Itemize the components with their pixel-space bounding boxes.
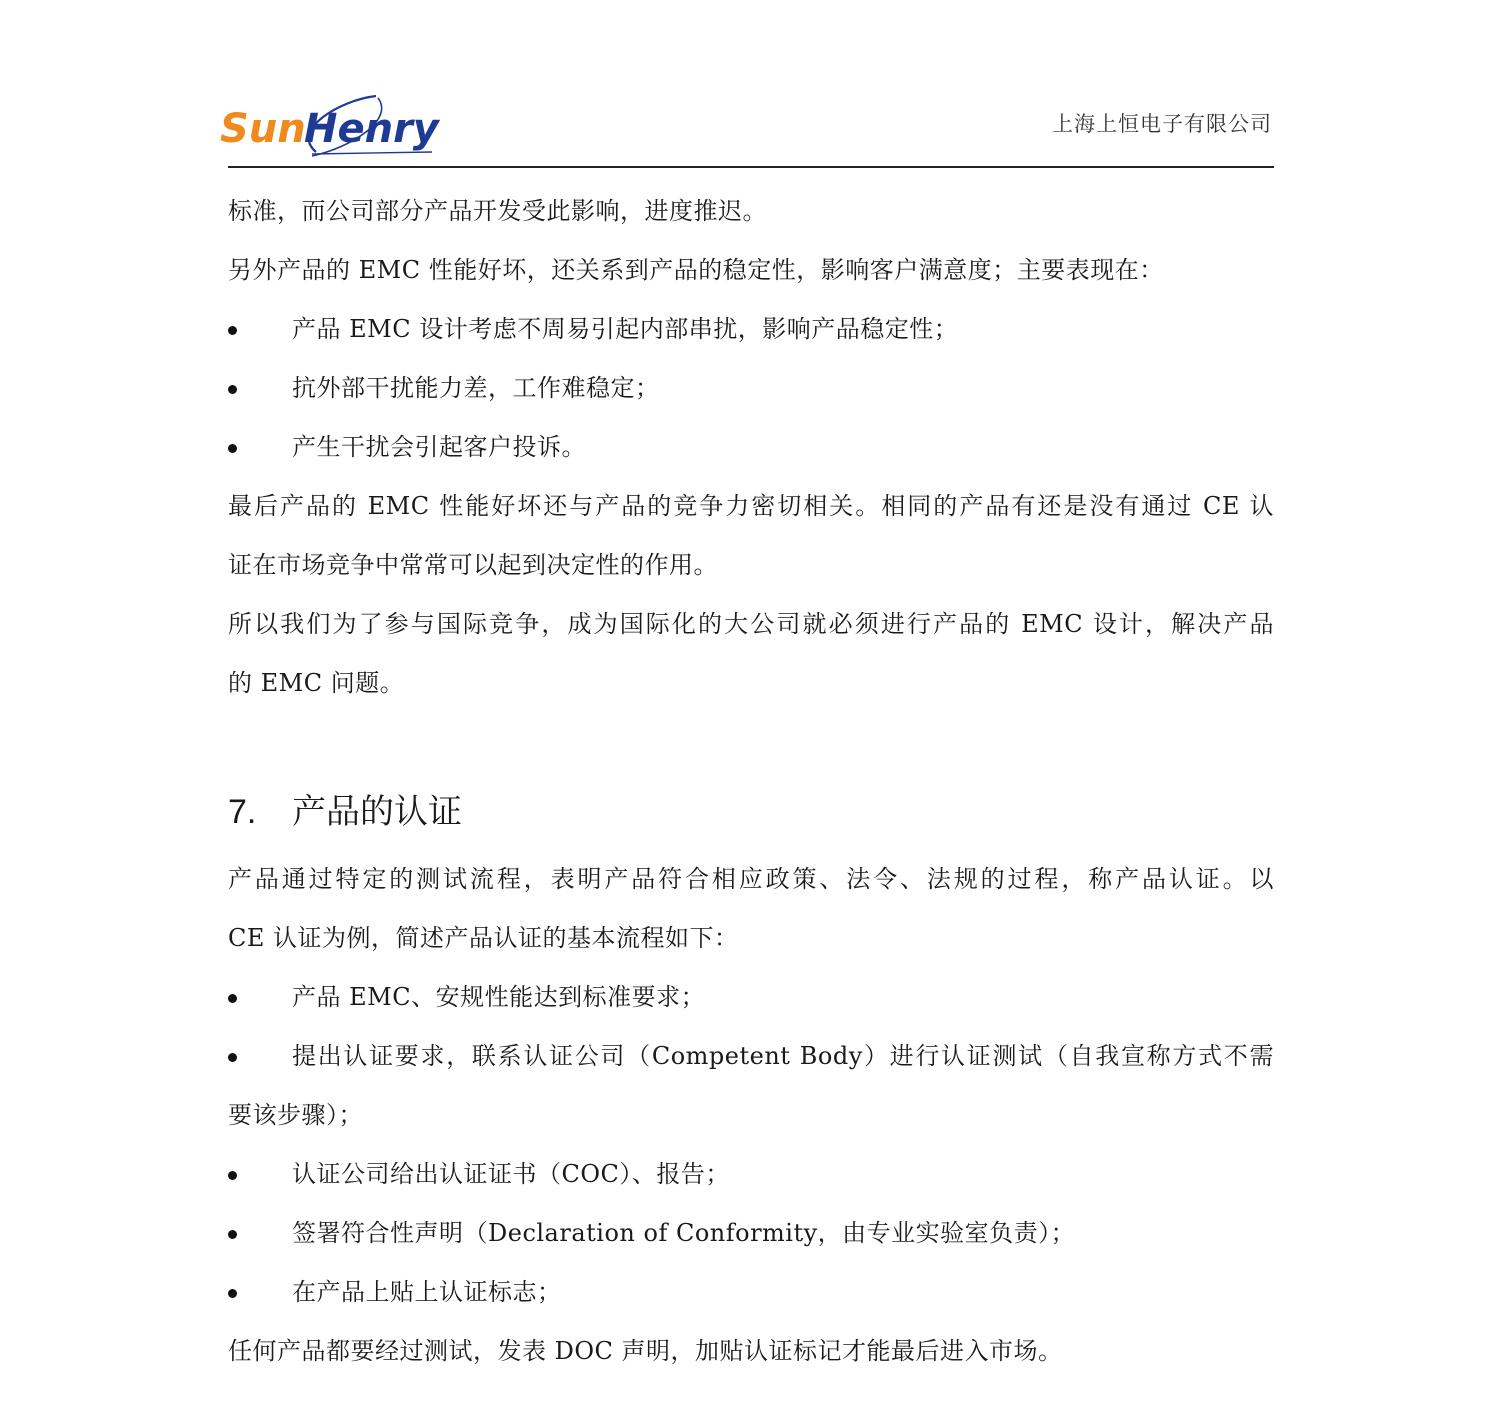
bullet-icon — [228, 1053, 237, 1062]
bullet-icon — [228, 1230, 237, 1239]
paragraph-line: 另外产品的 EMC 性能好坏，还关系到产品的稳定性，影响客户满意度；主要表现在： — [228, 256, 1164, 284]
list-item-text: 提出认证要求，联系认证公司（Competent Body）进行认证测试（自我宣称方式不需 — [292, 1042, 1274, 1070]
section-heading — [228, 792, 462, 832]
paragraph-line: 所以我们为了参与国际竞争，成为国际化的大公司就必须进行产品的 EMC 设计，解决产品 — [228, 610, 1274, 638]
list-item-text: 认证公司给出认证证书（COC）、报告； — [292, 1160, 730, 1188]
bullet-icon — [228, 1171, 237, 1180]
paragraph-line: 任何产品都要经过测试，发表 DOC 声明，加贴认证标记才能最后进入市场。 — [228, 1337, 1063, 1365]
page-header — [220, 90, 1274, 168]
paragraph-line: CE 认证为例，简述产品认证的基本流程如下： — [228, 924, 739, 952]
company-name: 上海上恒电子有限公司 — [1052, 112, 1272, 136]
list-item-text: 产品 EMC、安规性能达到标准要求； — [292, 983, 706, 1011]
section-number: 7. — [228, 793, 257, 831]
list-item-text: 签署符合性声明（Declaration of Conformity，由专业实验室负责）； — [292, 1219, 1076, 1247]
paragraph-line: 产品通过特定的测试流程，表明产品符合相应政策、法令、法规的过程，称产品认证。以 — [228, 865, 1274, 893]
list-item-text: 产生干扰会引起客户投诉。 — [292, 433, 586, 461]
section-title: 产品的认证 — [292, 792, 462, 832]
list-item-text: 产品 EMC 设计考虑不周易引起内部串扰，影响产品稳定性； — [292, 315, 959, 343]
bullet-icon — [228, 1289, 237, 1298]
paragraph-line: 证在市场竞争中常常可以起到决定性的作用。 — [228, 551, 718, 579]
bullet-icon — [228, 994, 237, 1003]
sunhenry-logo — [220, 90, 440, 162]
list-item-text: 抗外部干扰能力差，工作难稳定； — [292, 374, 660, 402]
logo-sun-text: Sun — [220, 106, 306, 152]
logo-henry-text: Henry — [304, 106, 439, 152]
bullet-icon — [228, 385, 237, 394]
paragraph-line: 最后产品的 EMC 性能好坏还与产品的竞争力密切相关。相同的产品有还是没有通过 CE 认 — [228, 492, 1274, 520]
bullet-icon — [228, 444, 237, 453]
list-item-continuation: 要该步骤）； — [228, 1101, 363, 1129]
bullet-icon — [228, 326, 237, 335]
list-item-text: 在产品上贴上认证标志； — [292, 1278, 562, 1306]
paragraph-line: 的 EMC 问题。 — [228, 669, 405, 697]
paragraph-line: 标准，而公司部分产品开发受此影响，进度推迟。 — [228, 197, 767, 225]
